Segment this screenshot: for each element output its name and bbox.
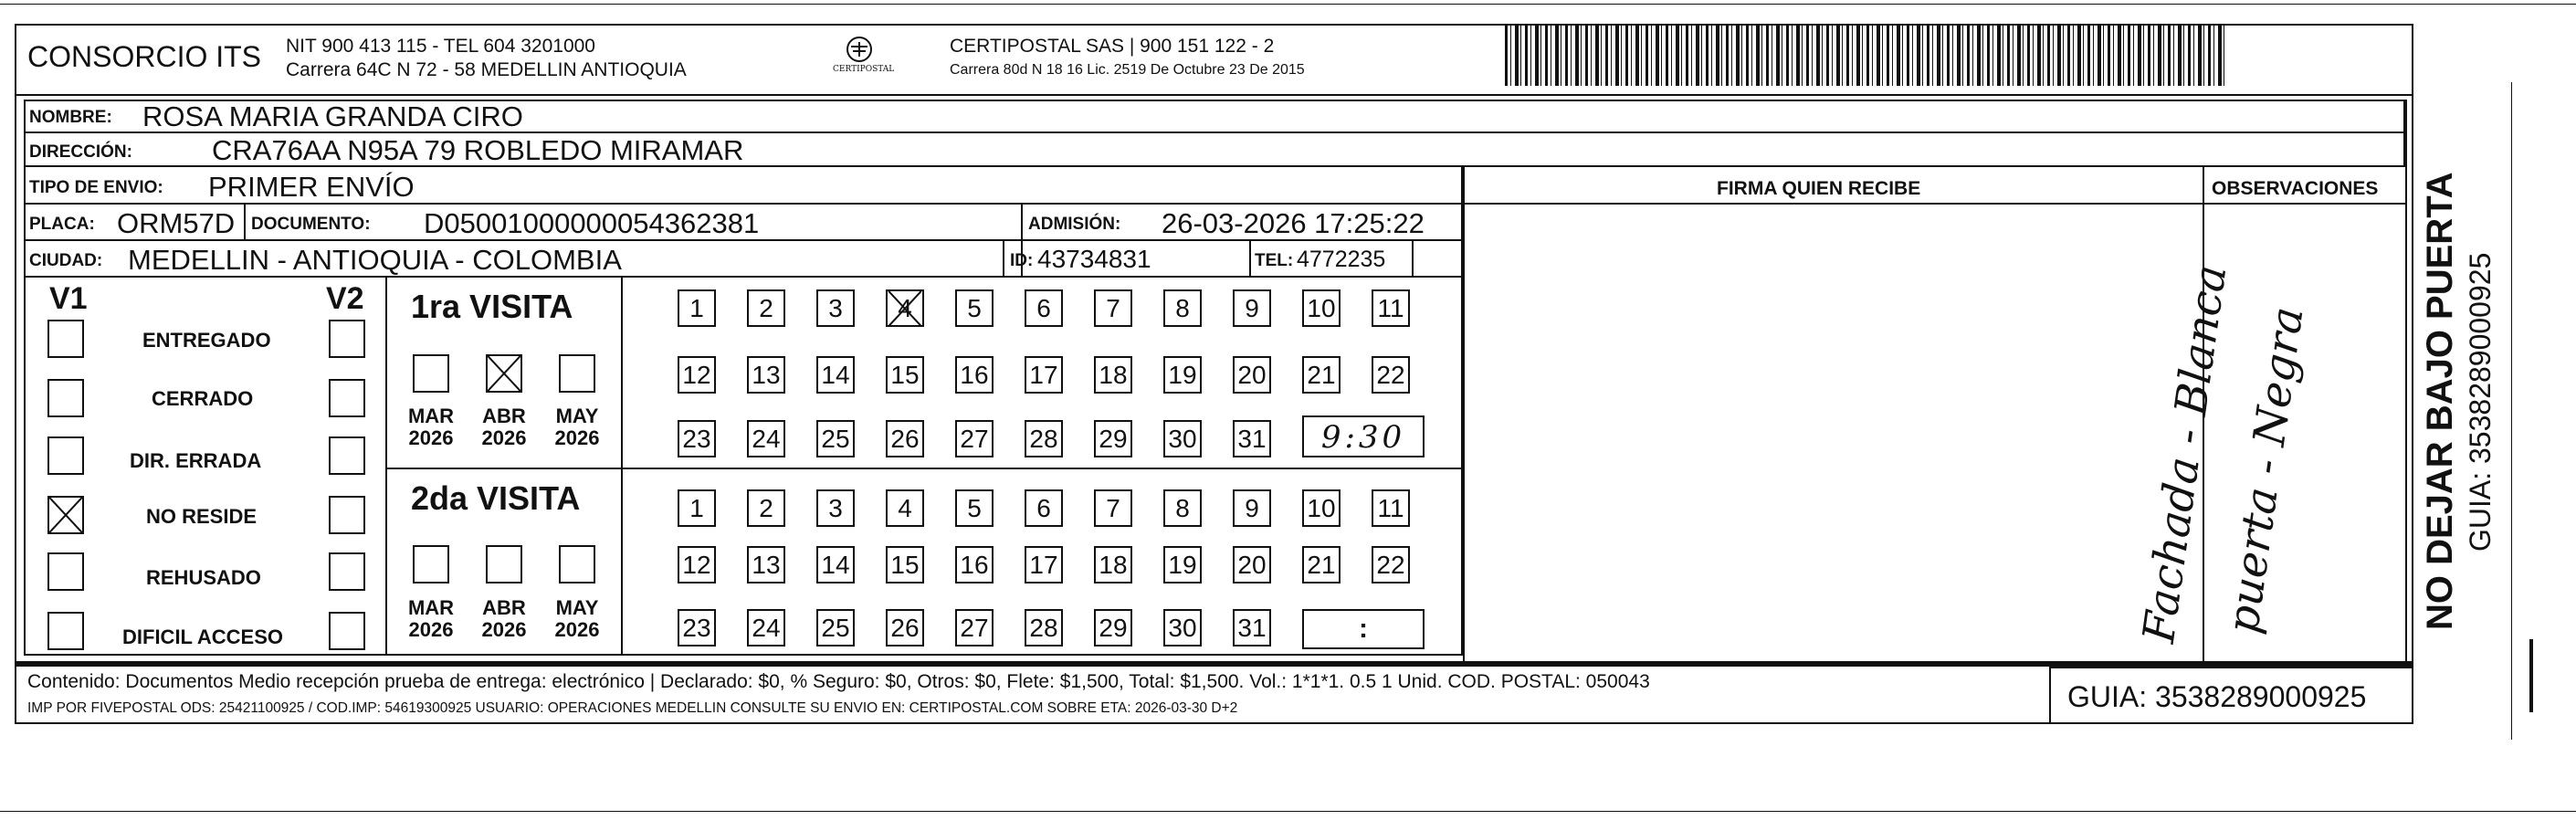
visit-1-day-31[interactable]: 31 — [1233, 420, 1271, 457]
visit-1-day-12[interactable]: 12 — [678, 356, 716, 394]
visit-2-day-19[interactable]: 19 — [1163, 546, 1202, 583]
visit-2-month-may-checkbox[interactable] — [559, 545, 595, 583]
v1-entregado-checkbox[interactable] — [47, 320, 84, 358]
visit-1-month-abr: ABR 2026 — [481, 405, 527, 450]
visit-1-day-14[interactable]: 14 — [816, 356, 855, 394]
visit-1-day-16[interactable]: 16 — [955, 356, 994, 394]
visit-2-day-17[interactable]: 17 — [1025, 546, 1063, 583]
v1-rehusado-checkbox[interactable] — [47, 552, 84, 591]
visit-1-month-mar: MAR 2026 — [407, 405, 455, 450]
v1-no-reside-checkbox-checked[interactable] — [47, 496, 84, 534]
visit-2-day-27[interactable]: 27 — [955, 609, 994, 647]
observacion-line-1: Fachada - Blanca — [2133, 261, 2237, 647]
visit-1-day-1[interactable]: 1 — [678, 289, 716, 327]
visit-2-title: 2da VISITA — [411, 479, 581, 517]
visit-1-day-6[interactable]: 6 — [1025, 289, 1063, 327]
visit-1-day-20[interactable]: 20 — [1233, 356, 1271, 394]
address-line: Carrera 64C N 72 - 58 MEDELLIN ANTIOQUIA — [286, 59, 687, 80]
visit-2-day-22[interactable]: 22 — [1372, 546, 1410, 583]
visit-1-month-mar-checkbox[interactable] — [413, 354, 449, 393]
admision-label: ADMISIÓN: — [1028, 215, 1121, 234]
observaciones-header: OBSERVACIONES — [2212, 178, 2379, 199]
visit-2-day-11[interactable]: 11 — [1372, 489, 1410, 527]
status-label-entregado: ENTREGADO — [142, 329, 271, 352]
visit-1-day-11[interactable]: 11 — [1372, 289, 1410, 327]
barcode — [1505, 26, 2226, 86]
ciudad-label: CIUDAD: — [29, 251, 103, 270]
visit-1-day-18[interactable]: 18 — [1094, 356, 1132, 394]
documento-label: DOCUMENTO: — [251, 215, 371, 234]
visit-1-month-abr-checkbox-checked[interactable] — [486, 354, 522, 393]
visit-1-time-field[interactable]: 9:30 — [1302, 415, 1425, 457]
tipo-value: PRIMER ENVÍO — [208, 171, 415, 203]
visit-2-month-may: MAY 2026 — [554, 596, 600, 642]
status-label-no-reside: NO RESIDE — [146, 505, 258, 528]
visit-2-day-25[interactable]: 25 — [816, 609, 855, 647]
v1-dificil-acceso-checkbox[interactable] — [47, 612, 84, 650]
visit-1-title: 1ra VISITA — [411, 288, 573, 325]
visit-1-day-7[interactable]: 7 — [1094, 289, 1132, 327]
certipostal-sub: Carrera 80d N 18 16 Lic. 2519 De Octubre 23 De 2015 — [950, 62, 1305, 78]
status-label-cerrado: CERRADO — [152, 387, 254, 410]
observacion-line-2: puerta - Negra — [2217, 303, 2314, 637]
visit-1-day-27[interactable]: 27 — [955, 420, 994, 457]
admision-value: 26-03-2026 17:25:22 — [1162, 207, 1425, 239]
footer-frame — [15, 665, 2413, 724]
visit-2-day-10[interactable]: 10 — [1302, 489, 1341, 527]
nombre-value: ROSA MARIA GRANDA CIRO — [142, 100, 523, 132]
visit-2-day-7[interactable]: 7 — [1094, 489, 1132, 527]
company-name: CONSORCIO ITS — [27, 40, 262, 73]
visit-2-month-mar-checkbox[interactable] — [413, 545, 449, 583]
firma-area[interactable] — [1467, 206, 2199, 657]
visit-2-month-abr-checkbox[interactable] — [486, 545, 522, 583]
visit-1-day-29[interactable]: 29 — [1094, 420, 1132, 457]
tel-label: TEL: — [1255, 251, 1294, 270]
visit-2-day-8[interactable]: 8 — [1163, 489, 1202, 527]
visit-2-day-14[interactable]: 14 — [816, 546, 855, 583]
visit-2-month-abr: ABR 2026 — [481, 596, 527, 642]
v2-no-reside-checkbox[interactable] — [329, 496, 365, 534]
visit-1-day-24[interactable]: 24 — [747, 420, 785, 457]
visit-2-day-24[interactable]: 24 — [747, 609, 785, 647]
visit-2-day-12[interactable]: 12 — [678, 546, 716, 583]
visit-2-day-28[interactable]: 28 — [1025, 609, 1063, 647]
side-no-dejar: NO DEJAR BAJO PUERTA — [2420, 172, 2460, 630]
status-label-dir-errada: DIR. ERRADA — [130, 449, 262, 472]
visit-2-day-4[interactable]: 4 — [886, 489, 924, 527]
visit-2-day-29[interactable]: 29 — [1094, 609, 1132, 647]
visit-1-day-30[interactable]: 30 — [1163, 420, 1202, 457]
visit-2-month-mar: MAR 2026 — [407, 596, 455, 642]
visit-2-day-1[interactable]: 1 — [678, 489, 716, 527]
visit-2-day-9[interactable]: 9 — [1233, 489, 1271, 527]
visit-1-day-9[interactable]: 9 — [1233, 289, 1271, 327]
visit-1-day-23[interactable]: 23 — [678, 420, 716, 457]
visit-2-day-6[interactable]: 6 — [1025, 489, 1063, 527]
visit-1-month-may: MAY 2026 — [554, 405, 600, 450]
direccion-value: CRA76AA N95A 79 ROBLEDO MIRAMAR — [212, 134, 744, 166]
visit-2-day-15[interactable]: 15 — [886, 546, 924, 583]
visit-1-day-10[interactable]: 10 — [1302, 289, 1341, 327]
v2-header: V2 — [326, 281, 364, 316]
visit-2-day-16[interactable]: 16 — [955, 546, 994, 583]
visit-2-day-18[interactable]: 18 — [1094, 546, 1132, 583]
status-label-dificil-acceso: DIFICIL ACCESO — [122, 626, 284, 648]
tipo-label: TIPO DE ENVIO: — [29, 178, 163, 197]
visit-2-day-30[interactable]: 30 — [1163, 609, 1202, 647]
visit-2-day-5[interactable]: 5 — [955, 489, 994, 527]
v2-cerrado-checkbox[interactable] — [329, 379, 365, 417]
placa-label: PLACA: — [29, 215, 95, 234]
tel-value: 4772235 — [1297, 247, 1386, 272]
v2-rehusado-checkbox[interactable] — [329, 552, 365, 591]
visit-2-day-2[interactable]: 2 — [747, 489, 785, 527]
id-label: ID: — [1010, 251, 1034, 270]
certipostal-line: CERTIPOSTAL SAS | 900 151 122 - 2 — [950, 36, 1275, 57]
visit-1-day-3[interactable]: 3 — [816, 289, 855, 327]
nit-line: NIT 900 413 115 - TEL 604 3201000 — [286, 36, 595, 57]
footer-imp: IMP POR FIVEPOSTAL ODS: 25421100925 / COD.IMP: 54619300925 USUARIO: OPERACIONES MEDELLIN CONSULTE SU ENVIO EN: CERTIPOSTAL.COM SOBRE ETA: 2026-03-30 D+2 — [27, 700, 1238, 716]
visit-1-month-may-checkbox[interactable] — [559, 354, 595, 393]
footer-contenido: Contenido: Documentos Medio recepción prueba de entrega: electrónico | Declarado: $0, % Seguro: $0, Otros: $0, Flete: $1,500, Total: $1,500. Vol.: 1*1*1. 0.5 1 Unid. COD. POSTAL: 050043 — [27, 671, 1650, 692]
visit-1-day-25[interactable]: 25 — [816, 420, 855, 457]
visit-1-day-5[interactable]: 5 — [955, 289, 994, 327]
id-value: 43734831 — [1037, 245, 1151, 273]
visit-2-day-26[interactable]: 26 — [886, 609, 924, 647]
visit-1-day-4-marked[interactable]: 4 — [886, 289, 924, 327]
logo-text: CERTIPOSTAL — [833, 65, 895, 74]
firma-header: FIRMA QUIEN RECIBE — [1717, 178, 1921, 199]
status-label-rehusado: REHUSADO — [146, 566, 261, 589]
v2-dificil-acceso-checkbox[interactable] — [329, 612, 365, 650]
visit-1-day-21[interactable]: 21 — [1302, 356, 1341, 394]
certipostal-logo — [833, 33, 895, 79]
v1-dir-errada-checkbox[interactable] — [47, 436, 84, 475]
visit-2-day-23[interactable]: 23 — [678, 609, 716, 647]
visit-2-day-13[interactable]: 13 — [747, 546, 785, 583]
visit-2-day-21[interactable]: 21 — [1302, 546, 1341, 583]
nombre-label: NOMBRE: — [29, 108, 112, 127]
edge-mark — [2529, 639, 2533, 712]
visit-2-day-3[interactable]: 3 — [816, 489, 855, 527]
visit-1-day-8[interactable]: 8 — [1163, 289, 1202, 327]
visit-2-time-field[interactable]: : — [1302, 609, 1425, 649]
documento-value: D05001000000054362381 — [424, 207, 760, 239]
v2-dir-errada-checkbox[interactable] — [329, 436, 365, 475]
visit-1-day-22[interactable]: 22 — [1372, 356, 1410, 394]
visit-1-day-19[interactable]: 19 — [1163, 356, 1202, 394]
ciudad-value: MEDELLIN - ANTIOQUIA - COLOMBIA — [128, 244, 622, 276]
visit-2-day-20[interactable]: 20 — [1233, 546, 1271, 583]
v1-cerrado-checkbox[interactable] — [47, 379, 84, 417]
visit-1-day-17[interactable]: 17 — [1025, 356, 1063, 394]
v2-entregado-checkbox[interactable] — [329, 320, 365, 358]
visit-1-day-26[interactable]: 26 — [886, 420, 924, 457]
visit-1-day-15[interactable]: 15 — [886, 356, 924, 394]
visit-2-day-31[interactable]: 31 — [1233, 609, 1271, 647]
v1-header: V1 — [49, 281, 88, 316]
direccion-label: DIRECCIÓN: — [29, 142, 132, 162]
placa-value: ORM57D — [117, 207, 236, 239]
side-guia: GUIA: 3538289000925 — [2464, 252, 2497, 552]
visit-1-day-13[interactable]: 13 — [747, 356, 785, 394]
visit-1-day-2[interactable]: 2 — [747, 289, 785, 327]
footer-guia: GUIA: 3538289000925 — [2067, 680, 2367, 713]
visit-1-day-28[interactable]: 28 — [1025, 420, 1063, 457]
